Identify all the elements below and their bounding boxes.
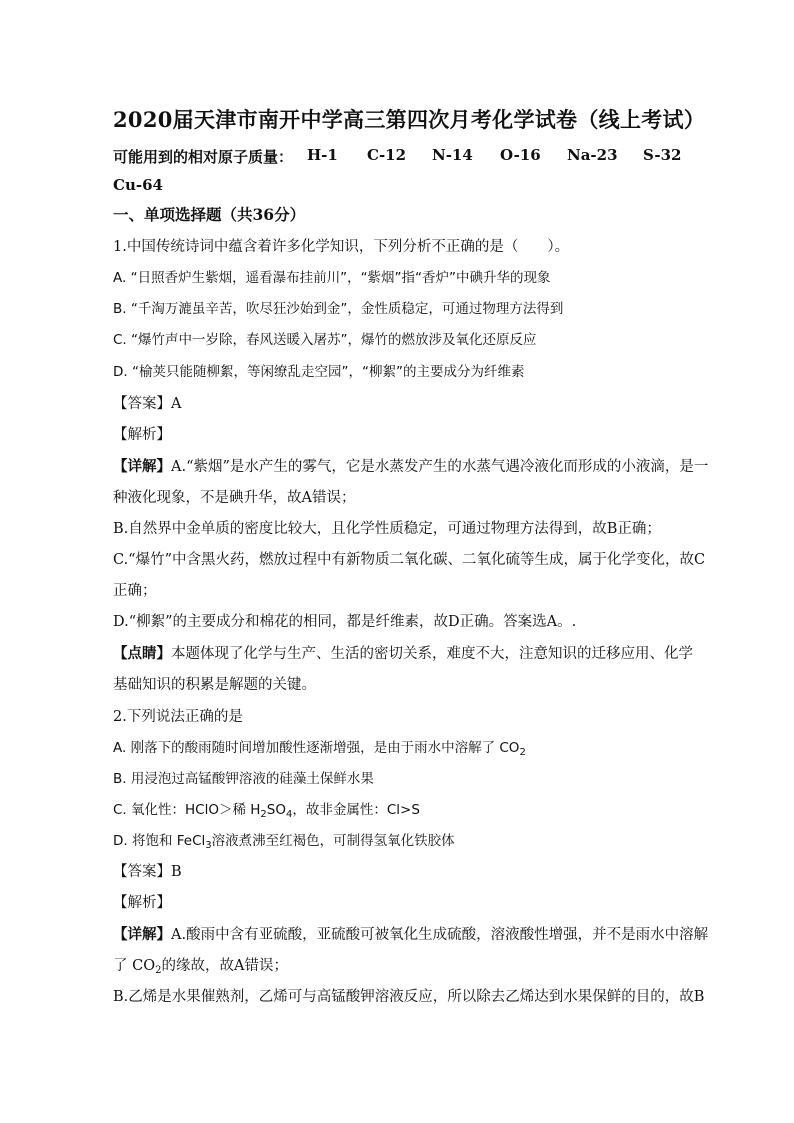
atomic-mass-s: S-32 [643,146,682,164]
q1-comment-text: 本题体现了化学与生产、生活的密切关系，难度不大，注意知识的迁移应用、化学 [171,646,693,662]
q1-analysis-label: 【解析】 [113,427,171,443]
atomic-mass-cu: Cu-64 [113,176,163,194]
q1-detail-line-5: 正确； [113,583,157,599]
atomic-mass-n: N-14 [432,146,473,164]
q1-comment-tag: 【点睛】 [113,645,171,662]
q2-detail-tag: 【详解】 [113,926,171,943]
atomic-mass-na: Na-23 [567,146,618,164]
q2-detail-line-3: B.乙烯是水果催熟剂，乙烯可与高锰酸钾溶液反应，所以除去乙烯达到水果保鲜的目的，故B [113,989,705,1005]
q1-option-c: C. “爆竹声中一岁除，春风送暖入屠苏”，爆竹的燃放涉及氧化还原反应 [113,332,537,348]
q1-detail-line-3: B.自然界中金单质的密度比较大，且化学性质稳定，可通过物理方法得到，故B正确； [113,521,661,537]
atomic-mass-o: O-16 [500,146,541,164]
q1-stem: 1.中国传统诗词中蕴含着许多化学知识，下列分析不正确的是（ ）。 [113,239,570,255]
q1-option-d: D. “榆荚只能随柳絮，等闲缭乱走空园”，“柳絮”的主要成分为纤维素 [113,364,525,380]
q2-analysis-label: 【解析】 [113,895,171,911]
q1-detail-tag: 【详解】 [113,458,171,475]
q2-option-c: C. 氧化性：HClO＞稀 $H_2SO_4$，故非金属性：Cl>S [113,802,420,820]
q2-stem: 2.下列说法正确的是 [113,709,243,725]
q2-detail-line-1 [113,925,708,945]
atomic-mass-h: H-1 [307,146,338,164]
q1-comment-line-2: 基础知识的积累是解题的关键。 [113,677,316,693]
q1-detail-line-2: 种液化现象，不是碘升华，故A错误； [113,490,356,506]
atomic-mass-label: 可能用到的相对原子质量： [113,148,294,166]
q1-comment-line-1 [113,644,693,664]
q1-detail-line-4: C.“爆竹”中含黑火药，燃放过程中有新物质二氧化碳、二氧化硫等生成，属于化学变化，故C [113,552,706,568]
q1-detail-text: A.“紫烟”是水产生的雾气，它是水蒸发产生的水蒸气遇冷液化而形成的小液滴，是一 [171,459,709,475]
q2-option-a: A. 刚落下的酸雨随时间增加酸性逐渐增强，是由于雨水中溶解了 $CO_2$ [113,740,526,758]
q2-option-d: D. 将饱和 FeCl$_3$溶液煮沸至红褐色，可制得氢氧化铁胶体 [113,833,455,851]
q2-answer: 【答案】B [113,864,182,880]
exam-title: 2020届天津市南开中学高三第四次月考化学试卷（线上考试） [113,107,706,132]
q1-detail-line-1 [113,457,708,477]
q1-answer: 【答案】A [113,396,182,412]
q1-option-a: A. “日照香炉生紫烟，遥看瀑布挂前川”，“紫烟”指“香炉”中碘升华的现象 [113,270,551,286]
q2-detail-line-2: 了 $CO_2$的缘故，故A错误； [113,958,288,976]
atomic-mass-c: C-12 [367,146,407,164]
q2-detail-text: A.酸雨中含有亚硫酸，亚硫酸可被氧化生成硫酸，溶液酸性增强，并不是雨水中溶解 [171,927,709,943]
section-heading: 一、单项选择题（共36分） [113,205,306,224]
q2-option-b: B. 用浸泡过高锰酸钾溶液的硅藻土保鲜水果 [113,771,374,787]
q1-detail-line-6: D.“柳絮”的主要成分和棉花的相同，都是纤维素，故D正确。答案选A。. [113,614,577,630]
q1-option-b: B. “千淘万漉虽辛苦，吹尽狂沙始到金”，金性质稳定，可通过物理方法得到 [113,301,564,317]
